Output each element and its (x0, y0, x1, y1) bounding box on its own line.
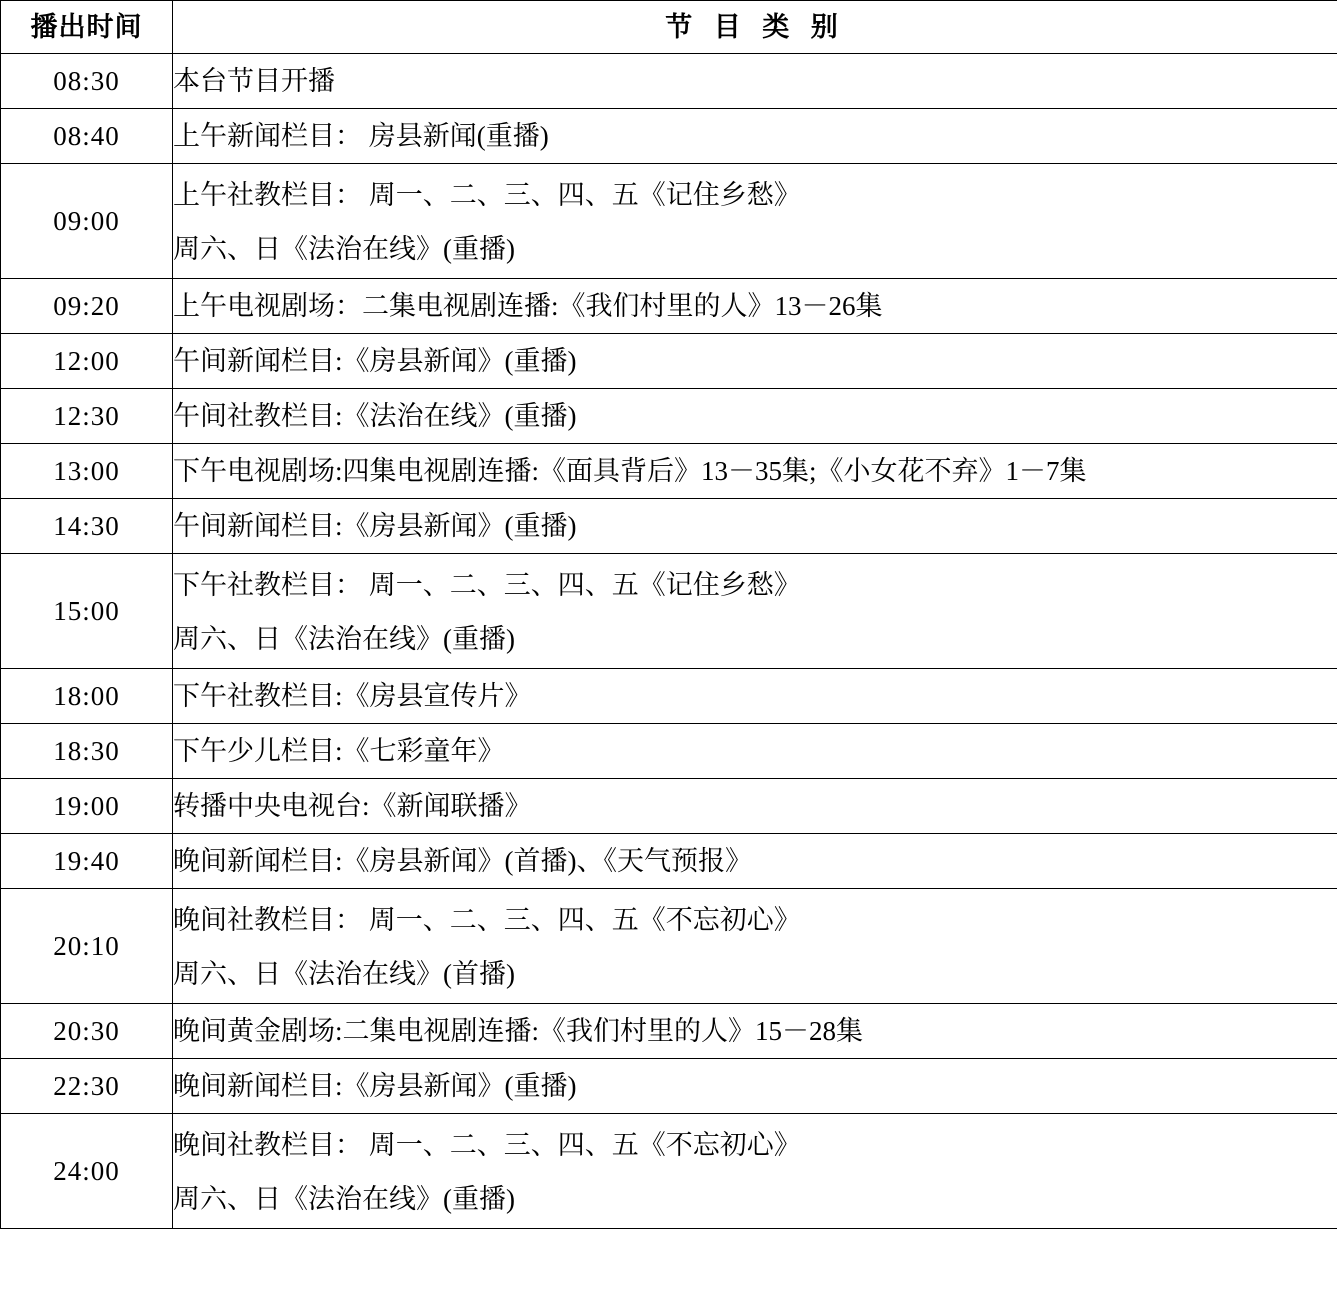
table-row (1, 444, 1337, 499)
program-line: 周六、日《法治在线》(重播) (173, 234, 515, 264)
program-line: 午间新闻栏目:《房县新闻》(重播) (173, 511, 577, 541)
table-header-row (1, 1, 1337, 54)
cell-program-description (173, 499, 1337, 554)
cell-program-description (173, 164, 1337, 279)
table-row (1, 1114, 1337, 1229)
column-header-program: 节 目 类 别 (173, 1, 1337, 54)
program-line: 晚间社教栏目： 周一、二、三、四、五《不忘初心》 (173, 905, 801, 935)
column-header-time: 播出时间 (1, 1, 173, 54)
cell-broadcast-time: 12:00 (1, 334, 173, 389)
program-line: 晚间新闻栏目:《房县新闻》(重播) (173, 1071, 577, 1101)
cell-program-description (173, 109, 1337, 164)
program-line: 周六、日《法治在线》(重播) (173, 1184, 515, 1214)
cell-broadcast-time: 09:20 (1, 279, 173, 334)
program-line: 下午少儿栏目:《七彩童年》 (173, 736, 505, 766)
table-row (1, 334, 1337, 389)
table-row (1, 109, 1337, 164)
program-line: 上午电视剧场：二集电视剧连播:《我们村里的人》13－26集 (173, 291, 883, 321)
cell-program-description (173, 834, 1337, 889)
program-line: 下午社教栏目： 周一、二、三、四、五《记住乡愁》 (173, 570, 801, 600)
cell-program-description (173, 279, 1337, 334)
cell-program-description (173, 1059, 1337, 1114)
program-line: 晚间社教栏目： 周一、二、三、四、五《不忘初心》 (173, 1130, 801, 1160)
cell-program-description (173, 724, 1337, 779)
program-line: 转播中央电视台:《新闻联播》 (173, 791, 532, 821)
table-row (1, 389, 1337, 444)
program-line: 下午电视剧场:四集电视剧连播:《面具背后》13－35集;《小女花不弃》1－7集 (173, 456, 1087, 486)
program-line: 午间新闻栏目:《房县新闻》(重播) (173, 346, 577, 376)
table-row (1, 1059, 1337, 1114)
cell-broadcast-time: 19:40 (1, 834, 173, 889)
cell-program-description (173, 54, 1337, 109)
cell-program-description (173, 779, 1337, 834)
table-row (1, 554, 1337, 669)
cell-program-description (173, 889, 1337, 1004)
cell-program-description (173, 1004, 1337, 1059)
program-line: 周六、日《法治在线》(首播) (173, 959, 515, 989)
cell-broadcast-time: 14:30 (1, 499, 173, 554)
table-row (1, 164, 1337, 279)
program-line: 晚间黄金剧场:二集电视剧连播:《我们村里的人》15－28集 (173, 1016, 864, 1046)
table-row (1, 724, 1337, 779)
program-line: 下午社教栏目:《房县宣传片》 (173, 681, 532, 711)
cell-broadcast-time: 09:00 (1, 164, 173, 279)
program-line: 本台节目开播 (173, 66, 335, 96)
table-row (1, 669, 1337, 724)
table-header (1, 1, 1337, 54)
table-row (1, 834, 1337, 889)
table-row (1, 54, 1337, 109)
cell-broadcast-time: 20:10 (1, 889, 173, 1004)
cell-broadcast-time: 22:30 (1, 1059, 173, 1114)
program-line: 上午新闻栏目： 房县新闻(重播) (173, 121, 549, 151)
program-line: 周六、日《法治在线》(重播) (173, 624, 515, 654)
table-body (1, 54, 1337, 1229)
cell-broadcast-time: 08:40 (1, 109, 173, 164)
table-row (1, 779, 1337, 834)
cell-program-description (173, 444, 1337, 499)
table-row (1, 889, 1337, 1004)
table-row (1, 1004, 1337, 1059)
cell-broadcast-time: 15:00 (1, 554, 173, 669)
cell-broadcast-time: 13:00 (1, 444, 173, 499)
cell-broadcast-time: 18:00 (1, 669, 173, 724)
cell-broadcast-time: 20:30 (1, 1004, 173, 1059)
cell-broadcast-time: 19:00 (1, 779, 173, 834)
table-row (1, 279, 1337, 334)
cell-program-description (173, 554, 1337, 669)
cell-broadcast-time: 18:30 (1, 724, 173, 779)
program-line: 晚间新闻栏目:《房县新闻》(首播)、《天气预报》 (173, 846, 752, 876)
cell-program-description (173, 669, 1337, 724)
cell-program-description (173, 389, 1337, 444)
cell-broadcast-time: 08:30 (1, 54, 173, 109)
program-line: 午间社教栏目:《法治在线》(重播) (173, 401, 577, 431)
table-row (1, 499, 1337, 554)
program-line: 上午社教栏目： 周一、二、三、四、五《记住乡愁》 (173, 180, 801, 210)
cell-program-description (173, 1114, 1337, 1229)
cell-broadcast-time: 12:30 (1, 389, 173, 444)
cell-program-description (173, 334, 1337, 389)
cell-broadcast-time: 24:00 (1, 1114, 173, 1229)
